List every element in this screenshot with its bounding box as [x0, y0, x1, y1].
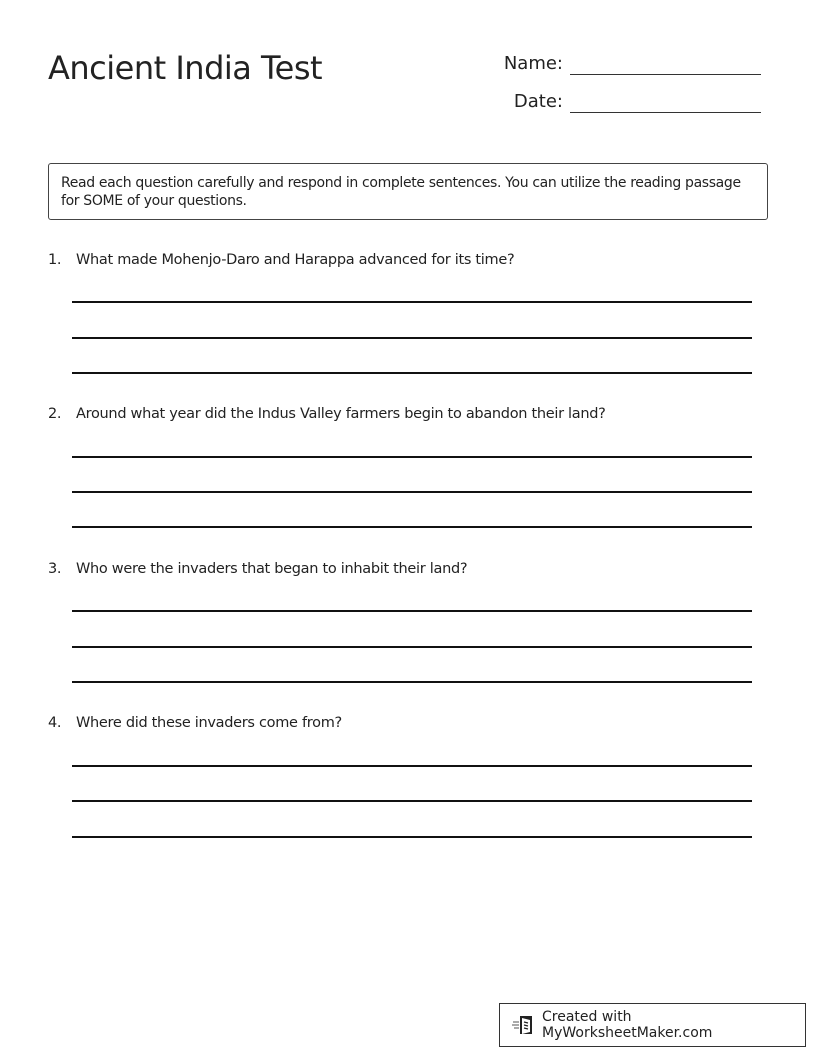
answer-line[interactable] — [72, 836, 752, 838]
date-label: Date: — [513, 91, 563, 112]
question-2 — [48, 405, 752, 423]
date-input[interactable] — [570, 88, 761, 113]
question-prompt: What made Mohenjo-Daro and Harappa advanced for its time? — [76, 252, 515, 268]
question-text — [48, 714, 752, 732]
instructions-box: Read each question carefully and respond in complete sentences. You can utilize the reading passage for SOME of your questions. — [48, 163, 768, 220]
question-prompt: Where did these invaders come from? — [76, 715, 342, 731]
answer-line[interactable] — [72, 646, 752, 648]
name-field-row — [480, 50, 761, 77]
page-title: Ancient India Test — [48, 49, 323, 87]
answer-line[interactable] — [72, 456, 752, 458]
answer-line[interactable] — [72, 800, 752, 802]
credit-text: Created with MyWorksheetMaker.com — [542, 1009, 713, 1041]
question-number: 1. — [48, 252, 62, 268]
question-3 — [48, 560, 752, 578]
answer-line[interactable] — [72, 337, 752, 339]
question-number: 4. — [48, 715, 62, 731]
question-text — [48, 251, 752, 269]
question-prompt: Around what year did the Indus Valley farmers begin to abandon their land? — [76, 406, 606, 422]
question-text — [48, 560, 752, 578]
date-field-row — [480, 88, 761, 115]
question-text — [48, 405, 752, 423]
answer-line[interactable] — [72, 301, 752, 303]
question-4 — [48, 714, 752, 732]
credit-badge[interactable] — [499, 1003, 806, 1047]
worksheet-logo-icon — [512, 1014, 536, 1036]
answer-line[interactable] — [72, 765, 752, 767]
answer-line[interactable] — [72, 526, 752, 528]
answer-line[interactable] — [72, 610, 752, 612]
answer-line[interactable] — [72, 372, 752, 374]
question-prompt: Who were the invaders that began to inhabit their land? — [76, 561, 468, 577]
name-label: Name: — [503, 53, 563, 74]
question-number: 3. — [48, 561, 62, 577]
answer-line[interactable] — [72, 681, 752, 683]
answer-line[interactable] — [72, 491, 752, 493]
question-number: 2. — [48, 406, 62, 422]
question-1 — [48, 251, 752, 269]
name-input[interactable] — [570, 50, 761, 75]
